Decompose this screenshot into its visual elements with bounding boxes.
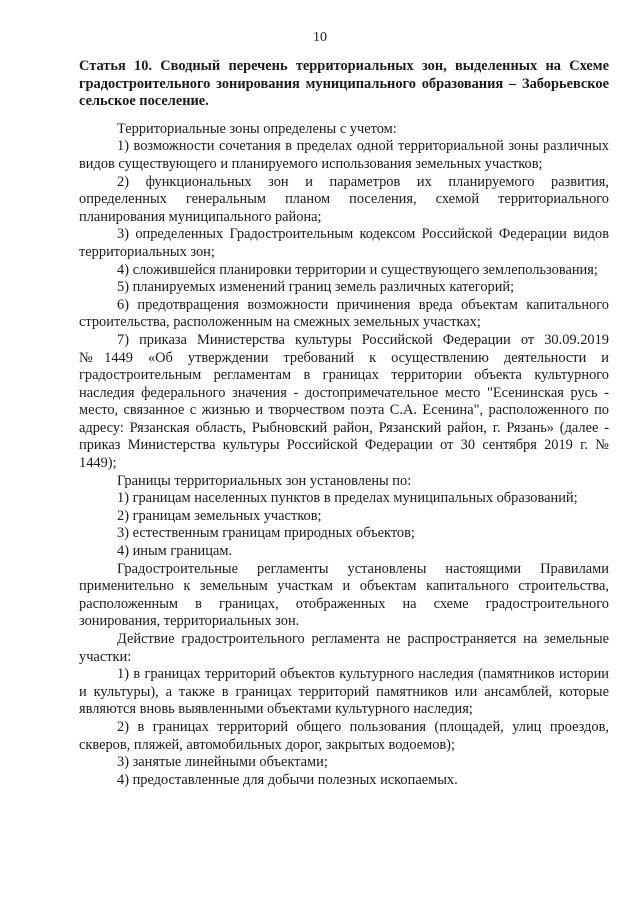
paragraph: Территориальные зоны определены с учетом: [117, 120, 397, 137]
page-number: 10 [313, 30, 327, 45]
paragraph: 2) в границах территорий общего пользования (площадей, улиц проездов, скверов, пляжей, автомобильных дорог, закрытых водоемов); [79, 718, 609, 753]
article-heading: Статья 10. Сводный перечень территориальных зон, выделенных на Схеме градостроительного зонирования муниципального образования – Заборьевское сельское поселение. [79, 58, 609, 110]
paragraph: 4) иным границам. [117, 543, 233, 560]
paragraph: 3) определенных Градостроительным кодексом Российской Федерации видов территориальных зон; [79, 226, 609, 260]
paragraph: 4) сложившейся планировки территории и существующего землепользования; [117, 261, 598, 278]
paragraph: 7) приказа Министерства культуры Российской Федерации от 30.09.2019 №1449 «Об утверждении требований к осуществлению деятельности и градостроительным регламентам в границах территории объекта культурного наследия федерального значения - достопримечательное место "Есенинская русь - место, связанное с жизнью и творчеством поэта С.А. Есенина", расположенного по адресу: Рязанская область, Рыбновский район, Рязанский район, г. Рязань» (далее - приказ Министерства культуры Российской Федерации от 30 сентября 2019 г. № 1449); [79, 331, 609, 472]
paragraph: 1) границам населенных пунктов в пределах муниципальных образований; [117, 490, 578, 507]
paragraph: 3) занятые линейными объектами; [117, 754, 328, 771]
paragraph: Действие градостроительного регламента не распространяется на земельные участки: [79, 631, 609, 665]
paragraph: 3) естественным границам природных объектов; [117, 525, 415, 542]
paragraph: 4) предоставленные для добычи полезных ископаемых. [117, 771, 458, 788]
paragraph: 5) планируемых изменений границ земель различных категорий; [117, 279, 515, 296]
paragraph: Градостроительные регламенты установлены настоящими Правилами применительно к земельным участкам и объектам капитального строительства, расположенным в границах, отображенных на схеме градостроительного зонирования, территориальных зон. [79, 560, 609, 630]
document-body [79, 58, 609, 789]
paragraph: 2) функциональных зон и параметров их планируемого развития, определенных генеральным планом поселения, схемой территориального планирования муниципального района; [79, 173, 609, 225]
paragraph: 6) предотвращения возможности причинения вреда объектам капитального строительства, расположенным на смежных земельных участках; [79, 296, 609, 331]
paragraph: 1) возможности сочетания в пределах одной территориальной зоны различных видов существующего и планируемого использования земельных участков; [79, 138, 609, 172]
paragraph: 1) в границах территорий объектов культурного наследия (памятников истории и культуры), а также в границах территорий памятников или ансамблей, которые являются вновь выявленными объектами культурного наследия; [79, 666, 609, 718]
paragraph: Границы территориальных зон установлены по: [117, 472, 412, 489]
paragraph: 2) границам земельных участков; [117, 507, 322, 524]
